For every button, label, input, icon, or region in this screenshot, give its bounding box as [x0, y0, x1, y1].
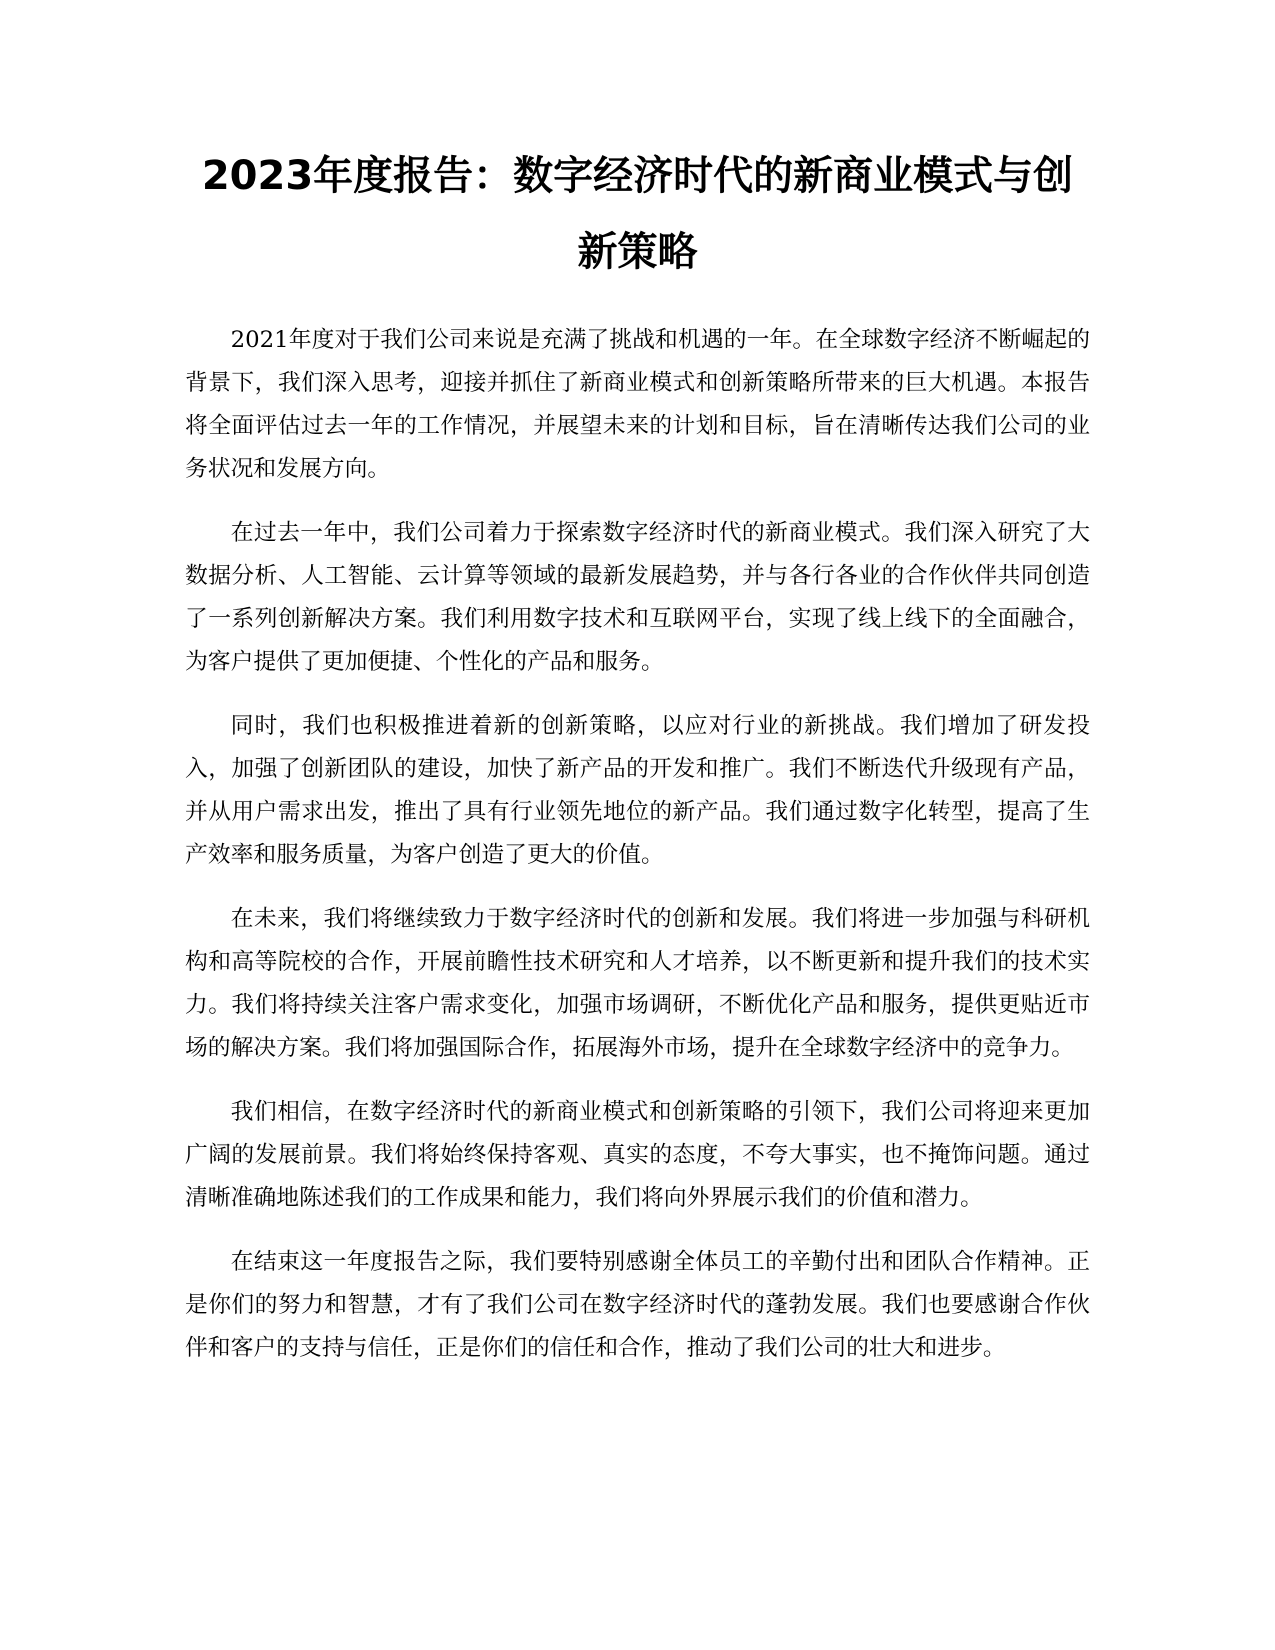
paragraph-5: 我们相信，在数字经济时代的新商业模式和创新策略的引领下，我们公司将迎来更加广阔的发展前景。我们将始终保持客观、真实的态度，不夸大事实，也不掩饰问题。通过清晰准确地陈述我们的工作成果和能力，我们将向外界展示我们的价值和潜力。: [185, 1099, 1090, 1211]
paragraph-3: 同时，我们也积极推进着新的创新策略，以应对行业的新挑战。我们增加了研发投入，加强了创新团队的建设，加快了新产品的开发和推广。我们不断迭代升级现有产品，并从用户需求出发，推出了具有行业领先地位的新产品。我们通过数字化转型，提高了生产效率和服务质量，为客户创造了更大的价值。: [185, 713, 1090, 868]
paragraph-4: 在未来，我们将继续致力于数字经济时代的创新和发展。我们将进一步加强与科研机构和高等院校的合作，开展前瞻性技术研究和人才培养，以不断更新和提升我们的技术实力。我们将持续关注客户需求变化，加强市场调研，不断优化产品和服务，提供更贴近市场的解决方案。我们将加强国际合作，拓展海外市场，提升在全球数字经济中的竞争力。: [185, 906, 1090, 1061]
document-body: [185, 319, 1090, 1370]
paragraph-1: 2021年度对于我们公司来说是充满了挑战和机遇的一年。在全球数字经济不断崛起的背景下，我们深入思考，迎接并抓住了新商业模式和创新策略所带来的巨大机遇。本报告将全面评估过去一年的工作情况，并展望未来的计划和目标，旨在清晰传达我们公司的业务状况和发展方向。: [185, 327, 1090, 482]
document-title: 2023年度报告：数字经济时代的新商业模式与创新策略: [201, 153, 1074, 275]
paragraph-6: 在结束这一年度报告之际，我们要特别感谢全体员工的辛勤付出和团队合作精神。正是你们的努力和智慧，才有了我们公司在数字经济时代的蓬勃发展。我们也要感谢合作伙伴和客户的支持与信任，正是你们的信任和合作，推动了我们公司的壮大和进步。: [185, 1249, 1090, 1361]
paragraph-2: 在过去一年中，我们公司着力于探索数字经济时代的新商业模式。我们深入研究了大数据分析、人工智能、云计算等领域的最新发展趋势，并与各行各业的合作伙伴共同创造了一系列创新解决方案。我们利用数字技术和互联网平台，实现了线上线下的全面融合，为客户提供了更加便捷、个性化的产品和服务。: [185, 520, 1090, 675]
